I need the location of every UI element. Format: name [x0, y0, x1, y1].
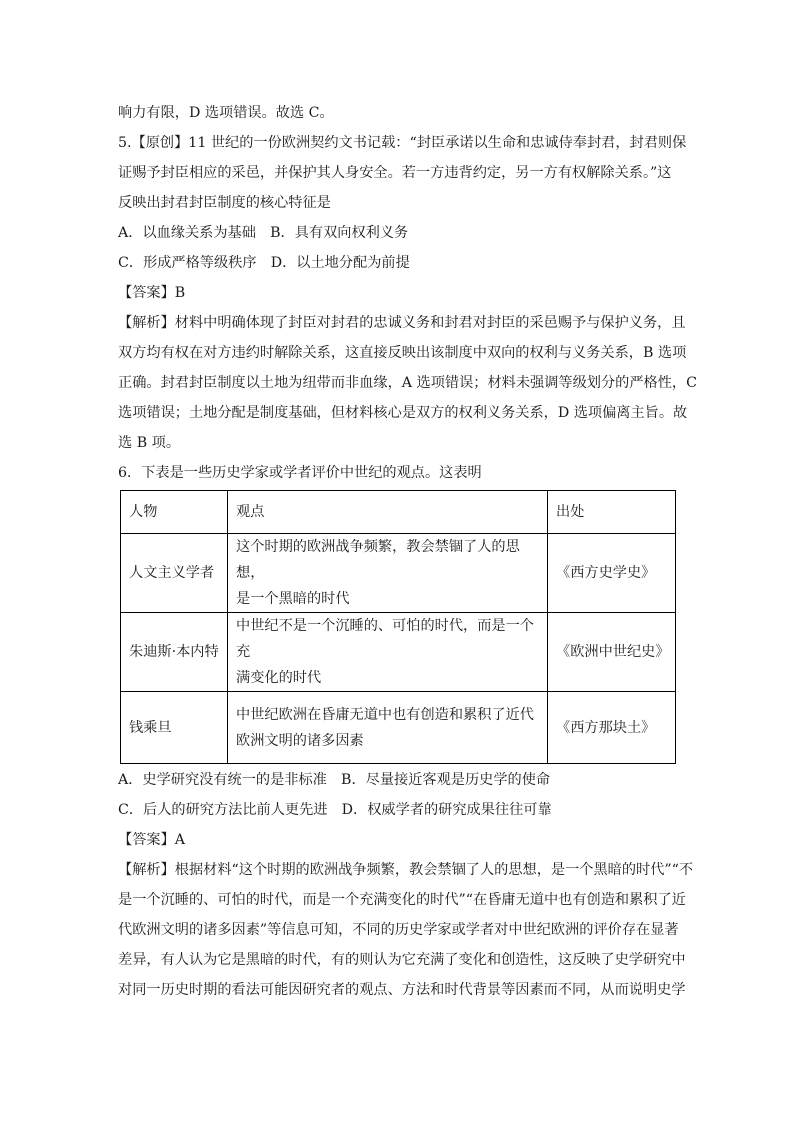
- question-5-analysis: 双方均有权在对方违约时解除关系，这直接反映出该制度中双向的权利与义务关系，B 选项: [118, 345, 687, 361]
- table-header-cell: 观点: [228, 491, 548, 534]
- question-5-options: A．以血缘关系为基础 B．具有双向权利义务: [118, 225, 409, 241]
- question-6-options: C．后人的研究方法比前人更先进 D．权威学者的研究成果往往可靠: [118, 802, 552, 818]
- question-5-analysis: 【解析】材料中明确体现了封臣对封君的忠诚义务和封君对封臣的采邑赐予与保护义务，且: [118, 315, 686, 331]
- question-5-stem: 反映出封君封臣制度的核心特征是: [118, 195, 331, 211]
- question-5-analysis: 选项错误；土地分配是制度基础，但材料核心是双方的权利义务关系，D 选项偏离主旨。故: [118, 405, 688, 421]
- table-cell-person: 钱乘旦: [121, 692, 228, 764]
- viewpoints-table: [120, 490, 676, 764]
- table-header-cell: 人物: [121, 491, 228, 534]
- table-cell-view: [228, 534, 548, 613]
- table-cell-view: [228, 613, 548, 692]
- view-line: 这个时期的欧洲战争频繁，教会禁锢了人的思想，: [236, 539, 520, 581]
- view-line: 满变化的时代: [236, 670, 322, 686]
- document-page: [118, 98, 697, 1005]
- question-6-answer: 【答案】A: [118, 832, 185, 848]
- table-row: [121, 613, 676, 692]
- question-5-stem: 证赐予封臣相应的采邑，并保护其人身安全。若一方违背约定，另一方有权解除关系。”这: [118, 165, 672, 181]
- question-6-analysis: 差异，有人认为它是黑暗的时代，有的则认为它充满了变化和创造性，这反映了史学研究中: [118, 952, 686, 968]
- question-5-analysis: 正确。封君封臣制度以土地为纽带而非血缘，A 选项错误；材料未强调等级划分的严格性，C: [118, 375, 697, 391]
- table-cell-person: 朱迪斯·本内特: [121, 613, 228, 692]
- question-6-analysis: 对同一历史时期的看法可能因研究者的观点、方法和时代背景等因素而不同，从而说明史学: [118, 982, 686, 998]
- view-line: 欧洲文明的诸多因素: [236, 732, 364, 749]
- table-header-cell: 出处: [548, 491, 676, 534]
- table-cell-source: 《西方那块土》: [548, 692, 676, 764]
- table-cell-person: 人文主义学者: [121, 534, 228, 613]
- question-6-stem: 6．下表是一些历史学家或学者评价中世纪的观点。这表明: [118, 465, 482, 481]
- question-6-options: A．史学研究没有统一的是非标准 B．尽量接近客观是历史学的使命: [118, 772, 551, 788]
- question-5-options: C．形成严格等级秩序 D．以土地分配为前提: [118, 255, 410, 271]
- text-line: 响力有限，D 选项错误。故选 C。: [118, 105, 334, 121]
- question-5-analysis: 选 B 项。: [118, 435, 181, 451]
- question-5-stem: 5.【原创】11 世纪的一份欧洲契约文书记载：“封臣承诺以生命和忠诚侍奉封君，封君则保: [118, 135, 687, 151]
- question-6-analysis: 【解析】根据材料“这个时期的欧洲战争频繁，教会禁锢了人的思想，是一个黑暗的时代”“不: [118, 862, 694, 878]
- question-6-analysis: 是一个沉睡的、可怕的时代，而是一个充满变化的时代”“在昏庸无道中也有创造和累积了近: [118, 892, 686, 908]
- table-row: [121, 534, 676, 613]
- table-row: [121, 692, 676, 764]
- view-line: 是一个黑暗的时代: [236, 591, 350, 607]
- view-line: 中世纪不是一个沉睡的、可怕的时代，而是一个充: [236, 618, 534, 660]
- question-5-answer: 【答案】B: [118, 285, 186, 301]
- question-6-analysis: 代欧洲文明的诸多因素”等信息可知，不同的历史学家或学者对中世纪欧洲的评价存在显著: [118, 922, 679, 938]
- table-cell-source: 《欧洲中世纪史》: [548, 613, 676, 692]
- table-header-row: [121, 491, 676, 534]
- table-cell-view: [228, 692, 548, 764]
- view-line: 中世纪欧洲在昏庸无道中也有创造和累积了近代: [236, 706, 534, 723]
- table-cell-source: 《西方史学史》: [548, 534, 676, 613]
